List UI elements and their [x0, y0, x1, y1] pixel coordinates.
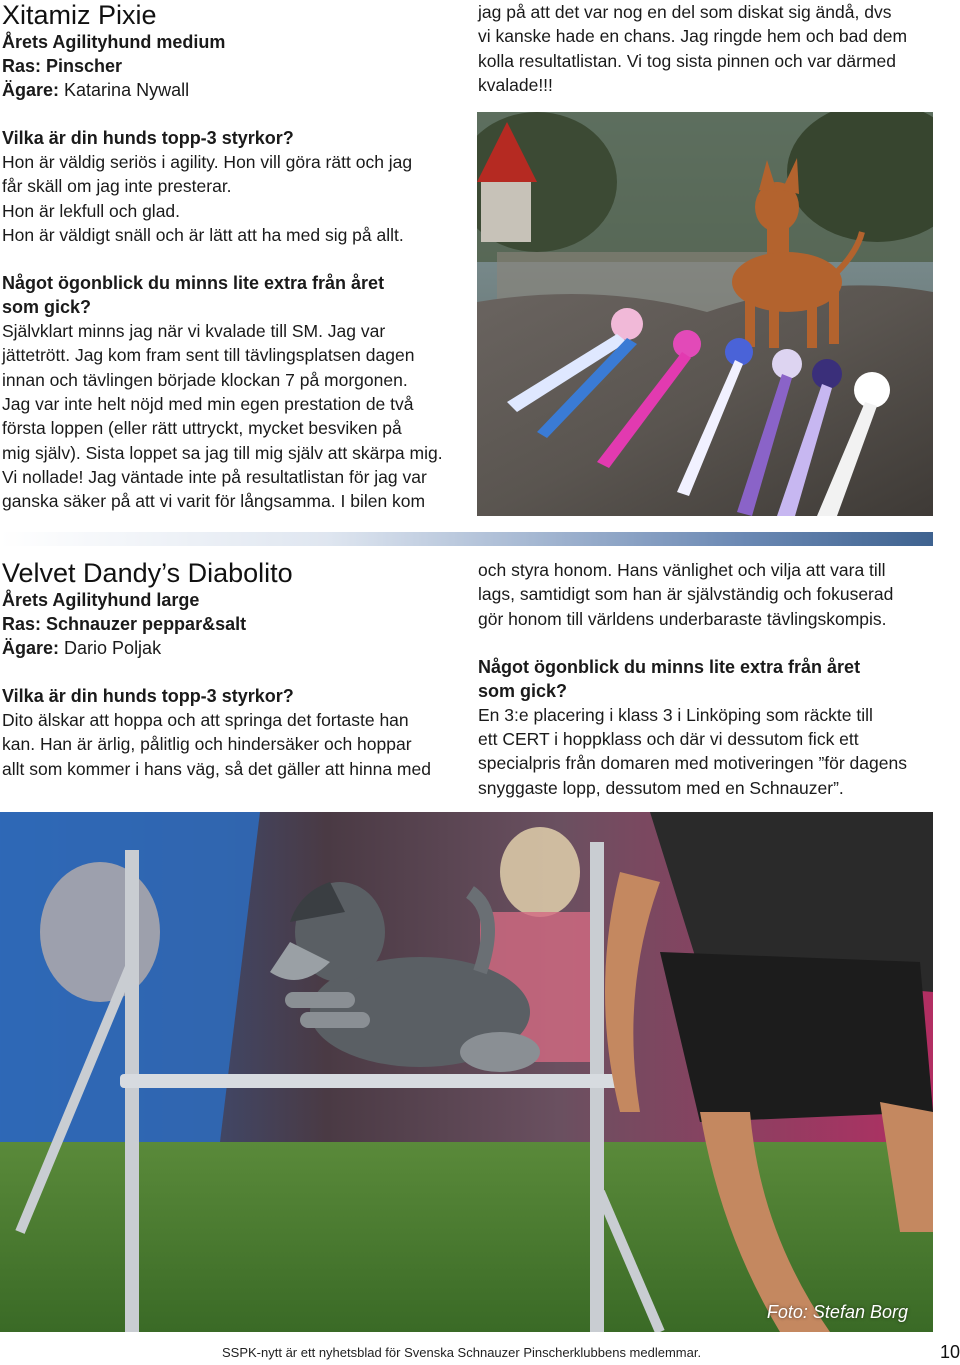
answer-line: får skäll om jag inte presterar.: [2, 176, 232, 197]
answer-line: Hon är väldig seriös i agility. Hon vill göra rätt och jag: [2, 152, 413, 172]
award-line: [2, 30, 457, 54]
answer-line: Dito älskar att hoppa och att springa det fortaste han: [2, 710, 409, 730]
question-moment: Något ögonblick du minns lite extra från året: [478, 656, 861, 677]
owner-line: [2, 636, 457, 660]
answer-line: kolla resultatlistan. Vi tog sista pinnen och var därmed: [478, 50, 896, 71]
answer-line: lags, samtidigt som han är självständig och fokuserad: [478, 584, 894, 605]
footer-text: SSPK-nytt är ett nyhetsblad för Svenska Schnauzer Pinscherklubbens medlemmar.: [222, 1345, 702, 1360]
breed-value: Pinscher: [46, 56, 123, 76]
answer-line: Hon är väldigt snäll och är lätt att ha med sig på allt.: [2, 224, 404, 245]
answer-line: gör honom till världens underbaraste tävlingskompis.: [478, 608, 887, 629]
answer-line: första loppen (eller rätt uttryckt, mycket besviken på: [2, 418, 402, 439]
answer-line: jag på att det var nog en del som diskat sig ändå, dvs: [478, 2, 892, 22]
award-text: Årets Agilityhund medium: [2, 32, 226, 52]
owner-label: Ägare:: [2, 80, 60, 100]
answer-line: innan och tävlingen började klockan 7 på morgonen.: [2, 369, 408, 390]
owner-label: Ägare:: [2, 638, 60, 658]
question-strengths: Vilka är din hunds topp-3 styrkor?: [2, 686, 294, 706]
answer-line: Vi nollade! Jag väntade inte på resultatlistan för jag var: [2, 466, 427, 487]
owner-value: Katarina Nywall: [64, 80, 190, 100]
award-text: Årets Agilityhund large: [2, 590, 200, 610]
question-moment: som gick?: [478, 680, 568, 701]
answer-line: jättetrött. Jag kom fram sent till tävlingsplatsen dagen: [2, 345, 415, 366]
article-title: Xitamiz Pixie: [2, 0, 157, 30]
article-velvet-dandys-diabolito: [2, 558, 457, 781]
answer-line: och styra honom. Hans vänlighet och vilja att vara till: [478, 560, 886, 580]
answer-line: Hon är lekfull och glad.: [2, 200, 181, 221]
owner-value: Dario Poljak: [64, 638, 162, 658]
page-number: 10: [940, 1342, 960, 1362]
answer-line: Självklart minns jag när vi kvalade till SM. Jag var: [2, 321, 386, 342]
breed-value: Schnauzer peppar&salt: [46, 614, 247, 634]
answer-line: kan. Han är ärlig, pålitlig och hindersäker och hoppar: [2, 734, 412, 755]
photo-schnauzer-jumping: [0, 812, 933, 1332]
owner-line: [2, 78, 457, 102]
breed-line: [2, 54, 457, 78]
question-strengths: Vilka är din hunds topp-3 styrkor?: [2, 128, 294, 148]
photo-credit: Foto: Stefan Borg: [766, 1302, 908, 1322]
answer-line: En 3:e placering i klass 3 i Linköping som räckte till: [478, 704, 873, 725]
photo-pinscher-with-rosettes: [477, 112, 933, 516]
question-moment: Något ögonblick du minns lite extra från året: [2, 273, 385, 294]
question-moment: som gick?: [2, 297, 92, 318]
article-title: Velvet Dandy’s Diabolito: [2, 558, 293, 588]
article-continuation: [478, 0, 938, 97]
section-divider: [0, 532, 933, 546]
answer-line: kvalade!!!: [478, 74, 553, 95]
breed-label: Ras:: [2, 56, 42, 76]
answer-line: mig själv). Sista loppet sa jag till mig själv att skärpa mig.: [2, 442, 443, 463]
answer-line: vi kanske hade en chans. Jag ringde hem och bad dem: [478, 26, 908, 47]
breed-line: [2, 612, 457, 636]
answer-line: ganska säker på att vi varit för långsamma. I bilen kom: [2, 491, 426, 512]
answer-line: ett CERT i hoppklass och där vi dessutom fick ett: [478, 729, 859, 750]
answer-line: Jag var inte helt nöjd med min egen prestation de två: [2, 394, 414, 415]
award-line: [2, 588, 457, 612]
article-continuation: [478, 558, 938, 800]
answer-line: specialpris från domaren med motiveringen ”för dagens: [478, 753, 907, 774]
answer-line: snyggaste lopp, dessutom med en Schnauzer”.: [478, 777, 844, 798]
article-xitamiz-pixie: [2, 0, 457, 514]
breed-label: Ras:: [2, 614, 42, 634]
answer-line: allt som kommer i hans väg, så det gäller att hinna med: [2, 758, 431, 779]
